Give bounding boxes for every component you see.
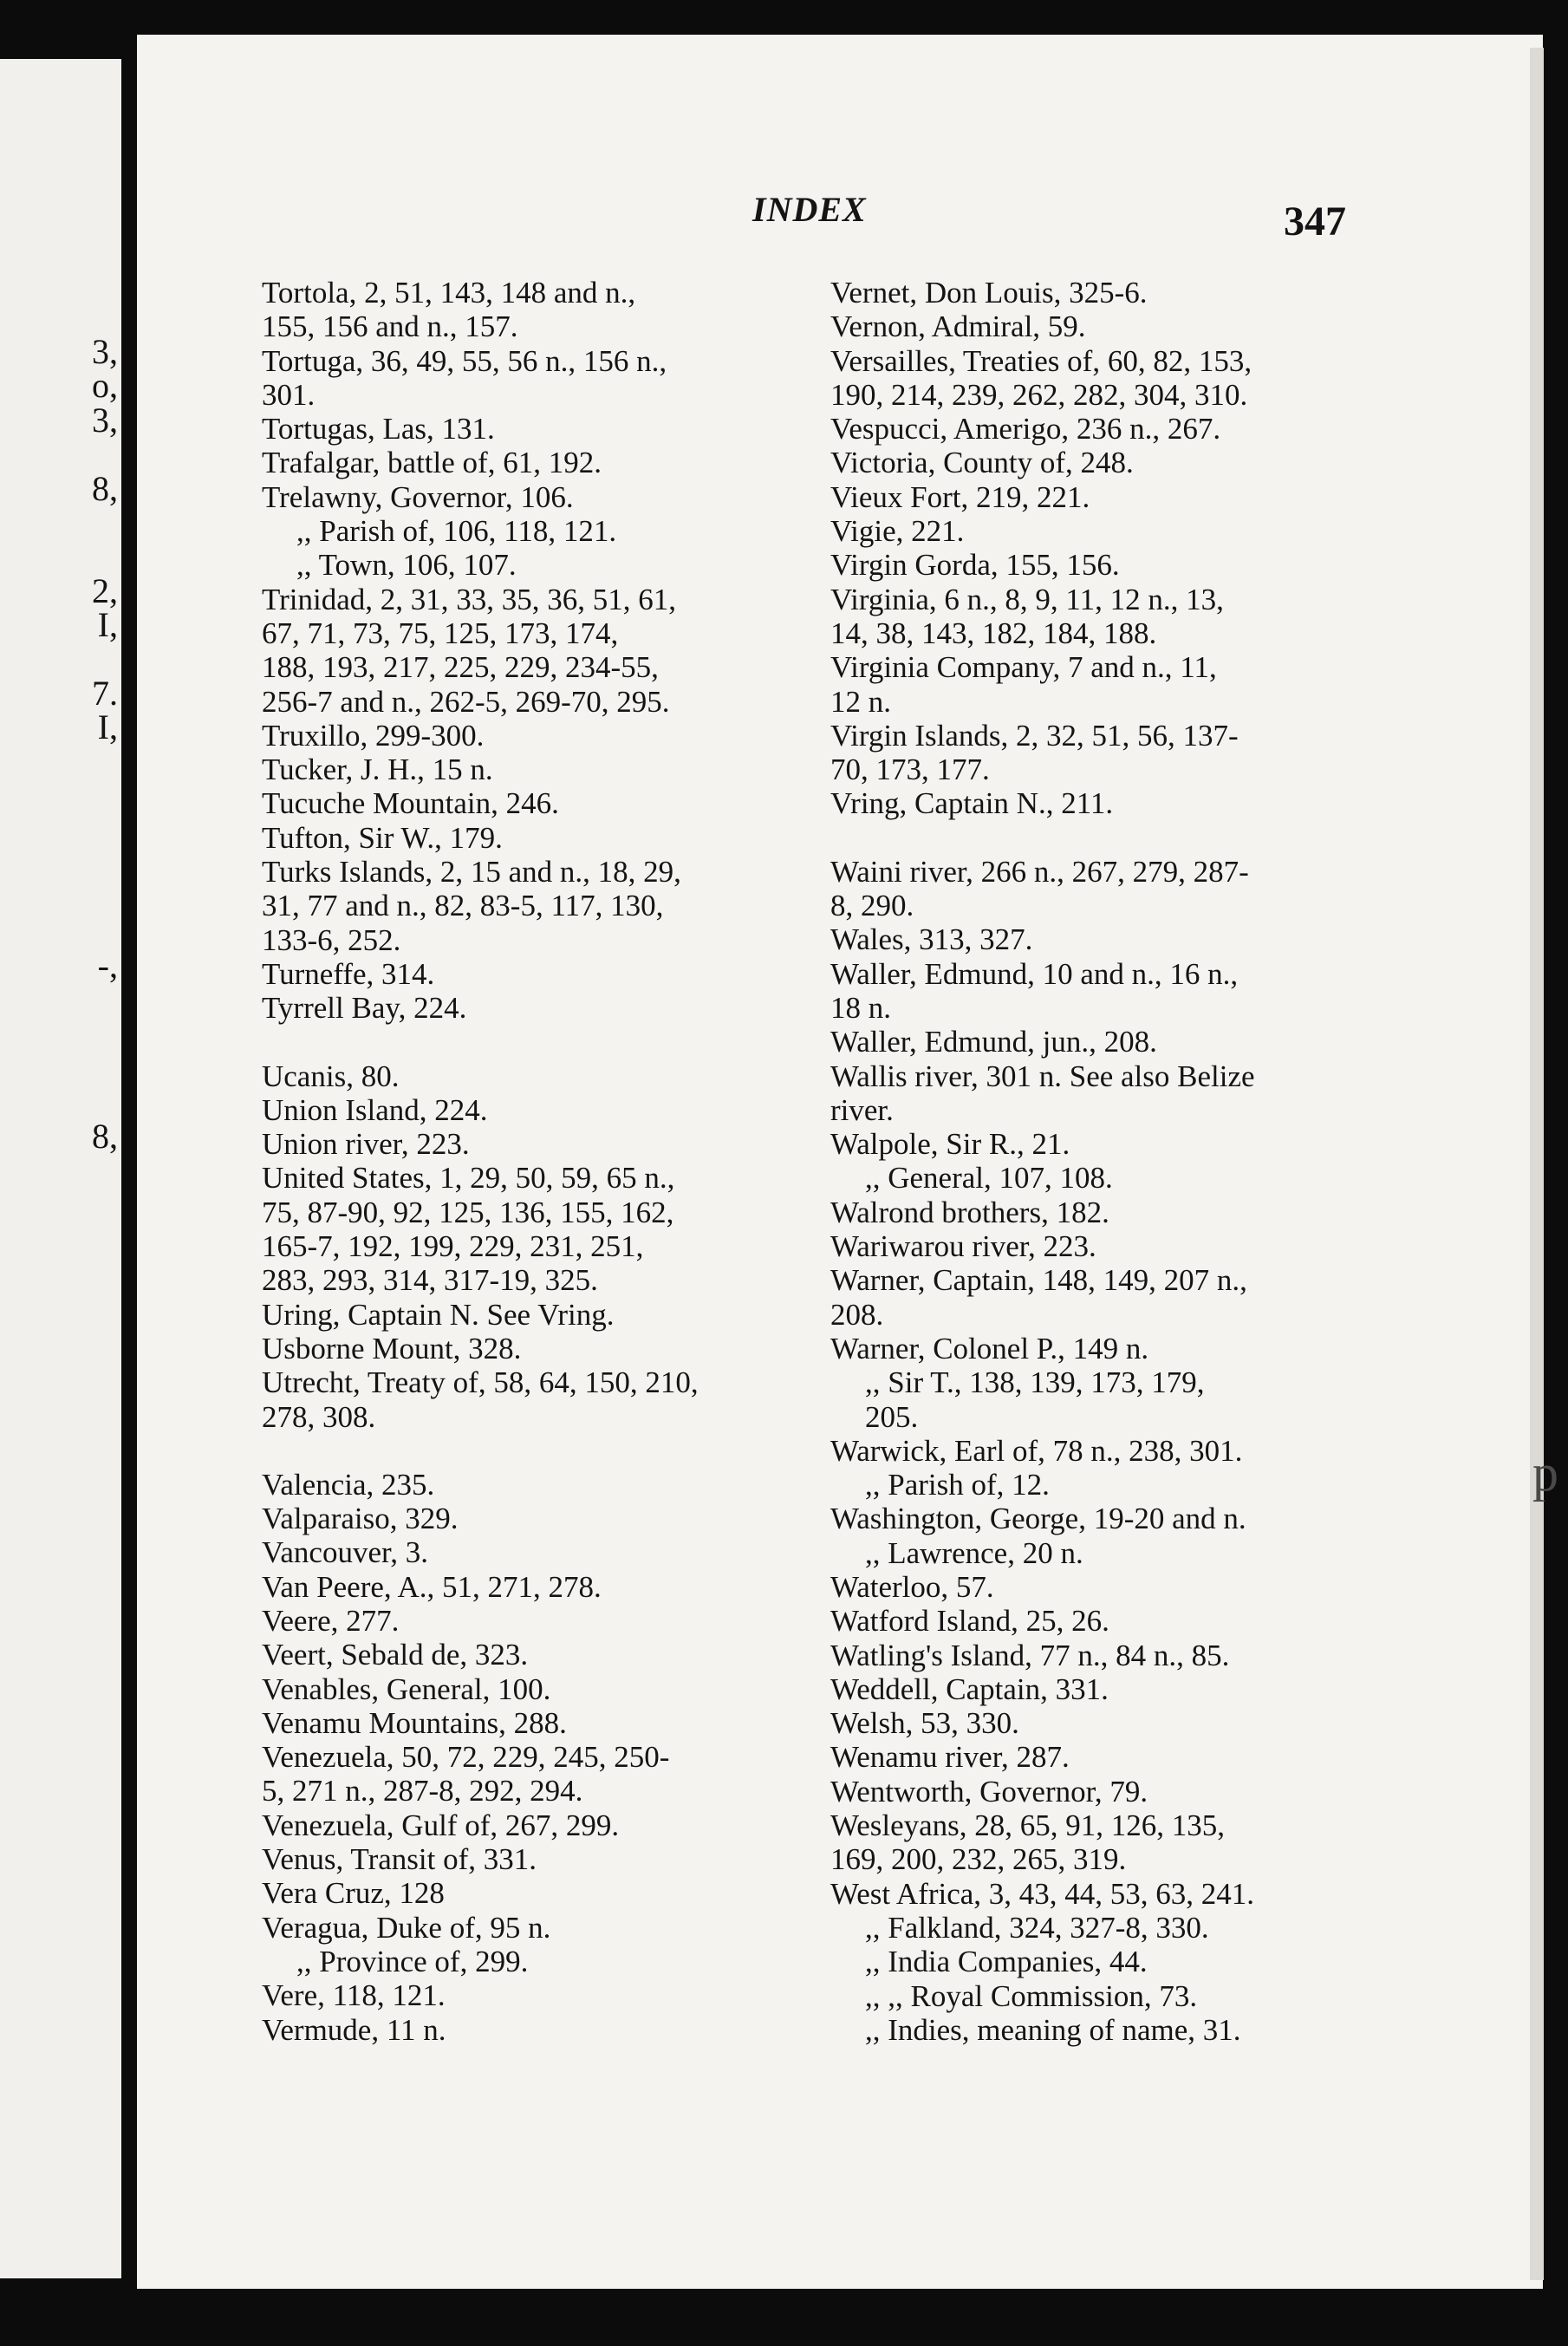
index-entry [830,412,1350,446]
index-entry-line: ,, India Companies, 44. [865,1945,1148,1979]
index-entry [262,786,782,820]
fragment: 3, [92,332,118,371]
index-entry [262,412,782,446]
index-entry-line: Tortola, 2, 51, 143, 148 and n., [262,276,636,310]
index-entry [262,1570,782,1604]
index-entry-line: Tucuche Mountain, 246. [262,786,559,821]
index-entry-line: 31, 77 and n., 82, 83-5, 117, 130, [262,889,664,923]
index-entry [262,514,782,548]
index-entry [262,753,782,786]
index-entry [262,1638,782,1672]
index-entry-line: Tortuga, 36, 49, 55, 56 n., 156 n., [262,343,667,378]
index-entry-line: Trafalgar, battle of, 61, 192. [262,446,602,480]
index-entry-line: Walrond brothers, 182. [830,1195,1109,1229]
index-entry-line: Waller, Edmund, 10 and n., 16 n., [830,956,1239,991]
index-entry-line: Veert, Sebald de, 323. [262,1638,529,1672]
index-entry-line: Tufton, Sir W., 179. [262,820,503,855]
index-entry [262,1535,782,1569]
index-entry [262,957,782,991]
index-entry [262,1468,782,1502]
index-entry [262,1161,782,1297]
index-entry-line: Uring, Captain N. See Vring. [262,1297,615,1332]
index-entry [830,1740,1350,1774]
index-entry [830,1672,1350,1706]
index-entry-line: ,, Town, 106, 107. [296,548,517,583]
index-entry [830,922,1350,956]
index-entry-line: Vespucci, Amerigo, 236 n., 267. [830,412,1221,446]
index-entry [830,1979,1350,2013]
index-entry [830,1161,1350,1195]
index-entry [262,1604,782,1638]
index-entry [262,719,782,753]
index-entry-line: 190, 214, 239, 262, 282, 304, 310. [830,377,1248,412]
index-entry-line: Versailles, Treaties of, 60, 82, 153, [830,343,1252,378]
page-number: 347 [1284,199,1346,244]
index-entry-line: 278, 308. [262,1399,376,1434]
index-entry-line: 18 n. [830,990,891,1025]
index-entry-line: 67, 71, 73, 75, 125, 173, 174, [262,616,619,650]
index-entry-line: Vere, 118, 121. [262,1978,446,2013]
index-entry-line: Warwick, Earl of, 78 n., 238, 301. [830,1433,1243,1468]
section-gap [262,1026,782,1059]
fragment: 2, [92,571,118,610]
index-entry [262,2013,782,2047]
index-entry-line: Wallis river, 301 n. See also Belize [830,1059,1255,1093]
fragment: 8, [92,469,118,508]
index-entry-line: Waller, Edmund, jun., 208. [830,1025,1157,1059]
index-entry-line: Valparaiso, 329. [262,1502,459,1536]
index-entry-line: ,, Parish of, 106, 118, 121. [296,514,617,549]
index-entry [830,1877,1350,1911]
index-entry [830,2013,1350,2047]
index-entry-line: river. [830,1092,894,1127]
index-entry [262,1978,782,2012]
index-entry [830,1468,1350,1502]
index-entry-line: 205. [865,1399,919,1434]
index-entry [830,310,1350,343]
index-entry [830,1229,1350,1263]
index-entry [262,1298,782,1332]
index-entry [830,446,1350,479]
fragment: -, [97,946,118,985]
index-entry [262,1740,782,1808]
index-entry [262,446,782,479]
index-entry-line: Tucker, J. H., 15 n. [262,753,493,787]
index-entry [262,1808,782,1842]
index-entry-line: Wentworth, Governor, 79. [830,1774,1148,1808]
index-entry-line: Venus, Transit of, 331. [262,1842,537,1877]
index-entry [830,1604,1350,1638]
index-entry [830,719,1350,787]
index-entry-line: ,, ,, Royal Commission, 73. [865,1978,1198,2013]
index-entry-line: 5, 271 n., 287-8, 292, 294. [262,1774,583,1808]
index-entry-line: 165-7, 192, 199, 229, 231, 251, [262,1229,644,1264]
index-entry-line: Washington, George, 19-20 and n. [830,1502,1246,1536]
index-entry-line: ,, General, 107, 108. [865,1161,1113,1196]
index-entry [262,1672,782,1706]
index-entry [830,1639,1350,1672]
index-entry [262,583,782,719]
index-entry-line: Turks Islands, 2, 15 and n., 18, 29, [262,855,681,890]
index-entry [830,1196,1350,1229]
index-entry-line: Vigie, 221. [830,514,965,549]
index-entry [830,1706,1350,1740]
index-entry-line: Walpole, Sir R., 21. [830,1127,1070,1162]
index-entry-line: Vring, Captain N., 211. [830,786,1114,821]
index-entry-line: Wenamu river, 287. [830,1740,1070,1775]
index-entry-line: Vancouver, 3. [262,1535,429,1570]
index-entry [830,1502,1350,1535]
index-entry [830,1775,1350,1808]
index-entry-line: Utrecht, Treaty of, 58, 64, 150, 210, [262,1365,699,1400]
fragment: 8, [92,1117,118,1156]
index-entry-line: 169, 200, 232, 265, 319. [830,1842,1127,1877]
index-entry-line: Tyrrell Bay, 224. [262,991,467,1026]
index-entry-line: Watling's Island, 77 n., 84 n., 85. [830,1638,1230,1672]
index-entry-line: Veere, 277. [262,1603,400,1638]
index-entry-line: 155, 156 and n., 157. [262,310,518,344]
index-entry-line: ,, Parish of, 12. [865,1468,1050,1502]
index-entry-line: Usborne Mount, 328. [262,1331,522,1365]
index-entry-line: 188, 193, 217, 225, 229, 234-55, [262,650,659,685]
index-entry-line: Vera Cruz, 128 [262,1876,445,1911]
index-entry-line: Victoria, County of, 248. [830,446,1134,480]
previous-page-edge [0,59,121,2278]
index-entry-line: Virgin Gorda, 155, 156. [830,548,1120,583]
index-entry-line: Vernon, Admiral, 59. [830,310,1086,344]
index-entry-line: Vernet, Don Louis, 325-6. [830,276,1148,310]
index-entry-line: Wariwarou river, 223. [830,1229,1096,1264]
index-entry [830,1808,1350,1877]
index-entry-line: Waterloo, 57. [830,1569,994,1604]
index-entry-line: Watford Island, 25, 26. [830,1604,1109,1639]
index-entry-line: 133-6, 252. [262,922,401,957]
index-entry-line: Tortugas, Las, 131. [262,412,495,446]
index-entry-line: Ucanis, 80. [262,1059,400,1093]
index-entry-line: Van Peere, A., 51, 271, 278. [262,1569,602,1604]
index-entry [830,1911,1350,1945]
index-entry [830,1536,1350,1570]
index-entry [830,1434,1350,1468]
index-entry-line: Venezuela, 50, 72, 229, 245, 250- [262,1740,670,1775]
index-entry [830,1025,1350,1059]
index-entry [262,480,782,514]
fragment: o, [92,366,118,405]
index-entry-line: Veragua, Duke of, 95 n. [262,1910,551,1945]
index-entry [830,1365,1350,1434]
fragment: I, [97,707,118,746]
index-entry [830,957,1350,1026]
index-entry-line: Vermude, 11 n. [262,2012,446,2047]
index-entry-line: West Africa, 3, 43, 44, 53, 63, 241. [830,1876,1255,1911]
running-header-title: INDEX [752,190,867,229]
index-entry-line: ,, Indies, meaning of name, 31. [865,2012,1241,2047]
index-entry-line: 8, 290. [830,889,914,923]
index-entry-line: 12 n. [830,684,891,719]
index-entry [830,1127,1350,1161]
index-entry-line: Wesleyans, 28, 65, 91, 126, 135, [830,1808,1226,1843]
index-entry [830,514,1350,548]
index-entry-line: ,, Lawrence, 20 n. [865,1535,1083,1570]
index-entry-line: Venamu Mountains, 288. [262,1705,567,1740]
index-entry [830,480,1350,514]
index-entry-line: Union river, 223. [262,1127,470,1162]
index-entry-line: Virginia, 6 n., 8, 9, 11, 12 n., 13, [830,582,1224,616]
index-entry [830,786,1350,820]
index-entry-line: Union Island, 224. [262,1092,488,1127]
index-entry [830,1332,1350,1365]
index-entry-line: Virgin Islands, 2, 32, 51, 56, 137- [830,718,1239,753]
fragment: 3, [92,401,118,440]
index-entry-line: ,, Falkland, 324, 327-8, 330. [865,1910,1209,1945]
index-entry-line: ,, Sir T., 138, 139, 173, 179, [865,1365,1205,1400]
index-entry [830,344,1350,413]
index-column-right [830,276,1350,2047]
index-entry [830,650,1350,719]
index-entry [262,276,782,344]
index-entry [262,1332,782,1365]
index-entry-line: Warner, Captain, 148, 149, 207 n., [830,1263,1247,1298]
index-entry [262,1945,782,1978]
fragment: 7. [92,674,118,713]
index-entry-line: Trinidad, 2, 31, 33, 35, 36, 51, 61, [262,582,677,616]
index-entry-line: Vieux Fort, 219, 221. [830,479,1090,514]
index-entry-line: 301. [262,377,316,412]
index-entry-line: Venezuela, Gulf of, 267, 299. [262,1808,620,1842]
index-entry [262,1706,782,1740]
index-entry [262,1911,782,1945]
index-entry [830,1263,1350,1332]
stray-mark: p [1532,1444,1558,1502]
index-entry-line: Virginia Company, 7 and n., 11, [830,650,1217,685]
index-entry [262,1093,782,1127]
index-entry-line: Welsh, 53, 330. [830,1706,1019,1741]
section-gap [830,821,1350,855]
index-entry [262,344,782,413]
index-entry [262,1502,782,1535]
section-gap [262,1434,782,1468]
index-entry [262,1365,782,1434]
index-entry-line: Warner, Colonel P., 149 n. [830,1331,1149,1365]
index-entry [830,276,1350,310]
index-entry-line: Valencia, 235. [262,1467,435,1502]
index-entry [262,821,782,855]
index-entry-line: Turneffe, 314. [262,956,435,991]
fragment: I, [97,605,118,644]
index-entry [830,548,1350,582]
index-entry-line: ,, Province of, 299. [296,1944,529,1978]
index-entry-line: Venables, General, 100. [262,1672,551,1706]
index-column-left [262,276,782,2047]
index-entry [830,1945,1350,1978]
index-entry [262,991,782,1025]
index-entry [262,1876,782,1910]
index-entry [830,1570,1350,1604]
index-entry-line: Trelawny, Governor, 106. [262,479,574,514]
index-entry [830,855,1350,923]
index-entry-line: 283, 293, 314, 317-19, 325. [262,1263,598,1298]
index-entry-line: Wales, 313, 327. [830,922,1033,957]
index-entry [262,1842,782,1876]
index-entry-line: Weddell, Captain, 331. [830,1672,1109,1706]
index-entry-line: 208. [830,1297,884,1332]
index-entry [262,855,782,957]
index-entry-line: 14, 38, 143, 182, 184, 188. [830,616,1157,650]
index-entry [830,1059,1350,1128]
index-entry [830,583,1350,651]
page-edge [1530,48,1544,2280]
index-entry-line: 256-7 and n., 262-5, 269-70, 295. [262,684,670,719]
index-entry-line: United States, 1, 29, 50, 59, 65 n., [262,1161,675,1196]
index-entry-line: Truxillo, 299-300. [262,718,485,753]
index-entry-line: Waini river, 266 n., 267, 279, 287- [830,854,1249,889]
index-entry [262,1059,782,1093]
index-entry [262,1127,782,1161]
index-entry-line: 75, 87-90, 92, 125, 136, 155, 162, [262,1195,674,1229]
index-entry-line: 70, 173, 177. [830,753,990,787]
index-entry [262,548,782,582]
